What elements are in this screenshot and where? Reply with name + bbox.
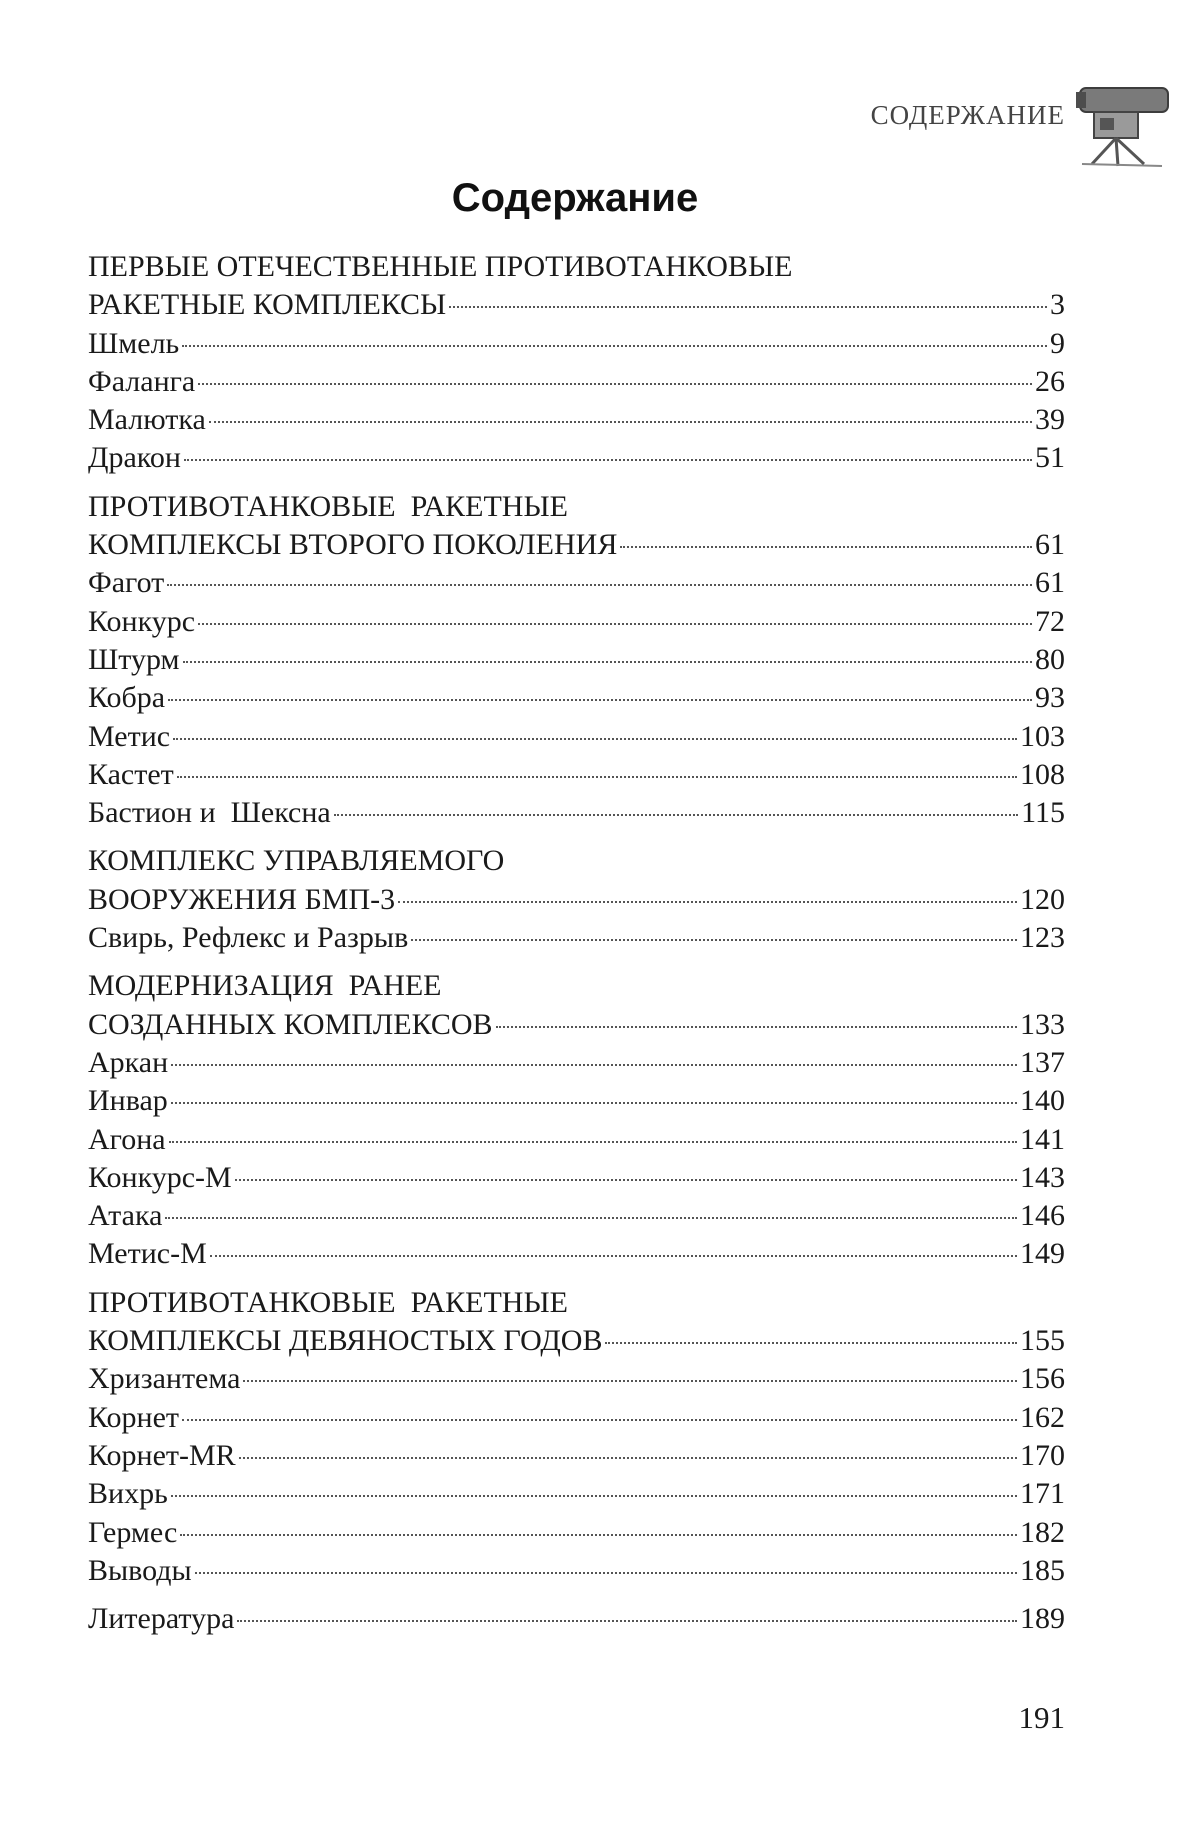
toc-entry-label: Бастион и Шексна <box>88 796 331 830</box>
toc-entry-label: Хризантема <box>88 1362 241 1396</box>
toc-section-label: РАКЕТНЫЕ КОМПЛЕКСЫ <box>88 288 447 322</box>
toc-page-number: 189 <box>1020 1602 1065 1636</box>
dot-leader <box>171 1102 1017 1104</box>
dot-leader <box>173 738 1017 740</box>
toc-entry <box>88 641 1065 679</box>
toc-entry <box>88 756 1065 794</box>
toc-entry-label: Шмель <box>88 326 180 360</box>
toc-entry-label: Выводы <box>88 1553 192 1587</box>
toc-page-number: 72 <box>1035 604 1065 638</box>
dot-leader <box>182 1419 1017 1421</box>
dot-leader <box>168 699 1032 701</box>
toc-section-label: КОМПЛЕКСЫ ВТОРОГО ПОКОЛЕНИЯ <box>88 528 618 562</box>
dot-leader <box>198 623 1032 625</box>
toc-entry <box>88 325 1065 363</box>
dot-leader <box>165 1217 1017 1219</box>
toc-section-heading-line <box>88 1322 1065 1360</box>
toc-page-number: 103 <box>1020 719 1065 753</box>
toc-page-number: 146 <box>1020 1199 1065 1233</box>
toc-page-number: 108 <box>1020 757 1065 791</box>
page-title: Содержание <box>451 176 699 220</box>
toc-section-heading-line <box>88 526 1065 564</box>
toc-entry <box>88 439 1065 477</box>
toc-section-label: ВООРУЖЕНИЯ БМП-3 <box>88 882 396 916</box>
toc-page-number: 162 <box>1020 1400 1065 1434</box>
dot-leader <box>237 1620 1017 1622</box>
toc-entry-label: Конкурс <box>88 604 196 638</box>
toc-section-heading-line <box>88 1006 1065 1044</box>
toc-entry <box>88 1552 1065 1590</box>
toc-entry-label: Аркан <box>88 1045 169 1079</box>
toc-entry-label: Свирь, Рефлекс и Разрыв <box>88 921 409 955</box>
toc-section-label: СОЗДАННЫХ КОМПЛЕКСОВ <box>88 1007 493 1041</box>
toc-entry <box>88 1235 1065 1273</box>
toc-entry-label: Атака <box>88 1199 163 1233</box>
toc-entry <box>88 794 1065 832</box>
toc-entry <box>88 1437 1065 1475</box>
toc-section-label: ПЕРВЫЕ ОТЕЧЕСТВЕННЫЕ ПРОТИВОТАНКОВЫЕ <box>88 250 793 283</box>
dot-leader <box>182 345 1047 347</box>
toc-page-number: 149 <box>1020 1237 1065 1271</box>
dot-leader <box>239 1457 1017 1459</box>
dot-leader <box>334 814 1018 816</box>
toc-entry <box>88 1360 1065 1398</box>
toc-section-heading-line <box>88 286 1065 324</box>
toc-entry <box>88 363 1065 401</box>
toc-entry <box>88 603 1065 641</box>
toc-section-heading-line <box>88 248 1065 286</box>
toc-entry-label: Дракон <box>88 441 181 475</box>
toc-entry-label: Корнет-MR <box>88 1438 236 1472</box>
toc-entry-label: Кастет <box>88 757 174 791</box>
toc-entry-label: Гермес <box>88 1515 178 1549</box>
toc-section-label: КОМПЛЕКСЫ ДЕВЯНОСТЫХ ГОДОВ <box>88 1324 603 1358</box>
toc-entry-label: Вихрь <box>88 1477 168 1511</box>
toc-page-number: 140 <box>1020 1084 1065 1118</box>
running-head: СОДЕРЖАНИЕ <box>870 100 1065 130</box>
toc-entry-label: Метис-М <box>88 1237 207 1271</box>
toc-page-number: 123 <box>1020 921 1065 955</box>
toc-entry-label: Конкурс-М <box>88 1160 232 1194</box>
toc-entry-label: Инвар <box>88 1084 168 1118</box>
toc-entry <box>88 1121 1065 1159</box>
dot-leader <box>171 1064 1017 1066</box>
dot-leader <box>210 1255 1017 1257</box>
toc-section-heading-line <box>88 967 1065 1005</box>
dot-leader <box>449 306 1047 308</box>
toc-entry-label: Кобра <box>88 681 166 715</box>
toc-entry-label: Агона <box>88 1122 166 1156</box>
toc-page-number: 171 <box>1020 1477 1065 1511</box>
dot-leader <box>496 1026 1017 1028</box>
toc-section-label: КОМПЛЕКС УПРАВЛЯЕМОГО <box>88 844 505 878</box>
toc-page-number: 137 <box>1020 1045 1065 1079</box>
toc-page-number: 9 <box>1050 326 1065 360</box>
toc-page-number: 155 <box>1020 1324 1065 1358</box>
dot-leader <box>605 1342 1017 1344</box>
toc-entry-label: Корнет <box>88 1400 179 1434</box>
toc-page-number: 182 <box>1020 1515 1065 1549</box>
toc-page-number: 26 <box>1035 364 1065 398</box>
dot-leader <box>167 584 1032 586</box>
toc-entry <box>88 718 1065 756</box>
missile-launcher-illustration <box>1072 78 1176 170</box>
toc-section-heading-line <box>88 1284 1065 1322</box>
toc-page-number: 185 <box>1020 1553 1065 1587</box>
toc-section-label: МОДЕРНИЗАЦИЯ РАНЕЕ <box>88 969 442 1003</box>
toc-entry <box>88 1159 1065 1197</box>
toc-page-number: 133 <box>1020 1007 1065 1041</box>
toc-page-number: 61 <box>1035 566 1065 600</box>
toc-entry <box>88 1399 1065 1437</box>
toc-entry <box>88 1514 1065 1552</box>
toc-page-number: 143 <box>1020 1160 1065 1194</box>
toc-page-number: 141 <box>1020 1122 1065 1156</box>
toc-page-number: 93 <box>1035 681 1065 715</box>
toc-section-label: ПРОТИВОТАНКОВЫЕ РАКЕТНЫЕ <box>88 1285 568 1319</box>
toc-page-number: 39 <box>1035 403 1065 437</box>
dot-leader <box>198 383 1032 385</box>
toc-section-heading-line <box>88 881 1065 919</box>
toc-entry <box>88 401 1065 439</box>
toc-entry <box>88 679 1065 717</box>
page-number: 191 <box>1018 1700 1065 1735</box>
dot-leader <box>171 1495 1017 1497</box>
toc-page-number: 61 <box>1035 528 1065 562</box>
dot-leader <box>177 776 1017 778</box>
toc-entry-label: Фагот <box>88 566 165 600</box>
toc-entry-label: Фаланга <box>88 364 196 398</box>
dot-leader <box>209 421 1032 423</box>
toc-page-number: 120 <box>1020 882 1065 916</box>
table-of-contents <box>88 248 1065 1638</box>
dot-leader <box>195 1572 1017 1574</box>
toc-page-number: 3 <box>1050 288 1065 322</box>
toc-entry-label: Штурм <box>88 642 180 676</box>
dot-leader <box>620 546 1032 548</box>
toc-page-number: 156 <box>1020 1362 1065 1396</box>
toc-entry <box>88 919 1065 957</box>
toc-entry <box>88 1600 1065 1638</box>
dot-leader <box>411 939 1017 941</box>
toc-page-number: 115 <box>1021 796 1065 830</box>
dot-leader <box>180 1534 1017 1536</box>
dot-leader <box>183 661 1032 663</box>
dot-leader <box>184 459 1032 461</box>
toc-page-number: 80 <box>1035 642 1065 676</box>
toc-entry <box>88 1082 1065 1120</box>
dot-leader <box>169 1141 1017 1143</box>
toc-entry-label: Литература <box>88 1602 235 1636</box>
toc-entry-label: Малютка <box>88 403 206 437</box>
toc-page-number: 170 <box>1020 1438 1065 1472</box>
toc-entry-label: Метис <box>88 719 171 753</box>
toc-section-heading-line <box>88 488 1065 526</box>
toc-entry <box>88 564 1065 602</box>
toc-section-label: ПРОТИВОТАНКОВЫЕ РАКЕТНЫЕ <box>88 489 568 523</box>
dot-leader <box>243 1380 1017 1382</box>
dot-leader <box>235 1179 1017 1181</box>
toc-entry <box>88 1044 1065 1082</box>
toc-page-number: 51 <box>1035 441 1065 475</box>
dot-leader <box>398 901 1017 903</box>
toc-entry <box>88 1475 1065 1513</box>
toc-section-heading-line <box>88 842 1065 880</box>
toc-entry <box>88 1197 1065 1235</box>
